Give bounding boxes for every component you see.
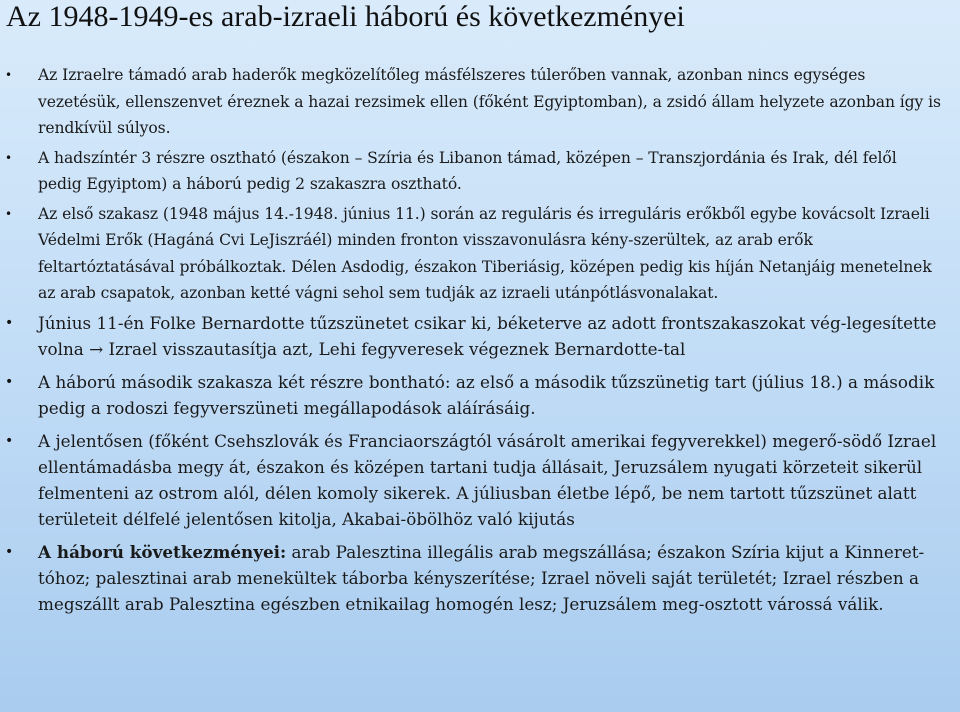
bullet-item-consequences [5,539,943,617]
bullet-icon: • [5,543,14,560]
bullet-text: Az Izraelre támadó arab haderők megközelítőleg másfélszeres túlerőben vannak, azonban nincs egységes vezetésük, ellenszenvet éreznek a hazai rezsimek ellen (főként Egyiptomban), a zsidó állam helyzete azonban így is rendkívül súlyos. [38,66,941,137]
bullet-list [5,62,943,624]
bullet-bold-label: A háború következményei: [38,541,287,562]
bullet-text: A hadszíntér 3 részre osztható (északon – Szíria és Libanon támad, középen – Transzjordánia és Irak, dél felől pedig Egyiptom) a háború pedig 2 szakaszra osztható. [38,148,897,193]
bullet-text: Az első szakasz (1948 május 14.-1948. június 11.) során az reguláris és irreguláris erőkből egybe kovácsolt Izraeli Védelmi Erők (Hagáná Cvi LeJiszráél) minden fronton visszavonulásra kény-szerültek, az arab erők feltartóztatásával próbálkoztak. Délen Asdodig, északon Tiberiásig, középen pedig kis híján Netanjáig menetelnek az arab csapatok, azonban ketté vágni sehol sem tudják az izraeli utánpótlásvonalakat. [38,204,932,302]
bullet-text: Június 11-én Folke Bernardotte tűzszünetet csikar ki, béketerve az adott frontszakaszokat vég-legesítette volna → Izrael visszautasítja azt, Lehi fegyveresek végeznek Bernardotte-tal [38,312,937,359]
bullet-item-arab-forces [5,62,943,142]
bullet-icon: • [5,68,12,82]
bullet-item-theater [5,145,943,198]
bullet-icon: • [5,206,12,221]
bullet-item-second-phase [5,369,943,421]
bullet-text: A háború második szakasza két részre bontható: az első a második tűzszünetig tart (július 18.) a második pedig a rodoszi fegyverszüneti megállapodások aláírásáig. [38,371,935,418]
bullet-item-bernadotte [5,310,943,362]
bullet-icon: • [5,373,14,390]
bullet-text: A jelentősen (főként Csehszlovák és Franciaországtól vásárolt amerikai fegyverekkel) megerő-södő Izrael ellentámadásba megy át, északon és középen tartani tudja állásait, Jeruzsálem nyugati körzeteit sikerül felmenteni az ostrom alól, délen komoly sikerek. A júliusban életbe lépő, be nem tartott tűzszünet alatt területeit délfelé jelentősen kitolja, Akabai-öbölhöz való kijutás [38,430,937,529]
bullet-icon: • [5,432,14,449]
bullet-icon: • [5,150,12,165]
bullet-icon: • [5,314,14,331]
bullet-text: arab Palesztina illegális arab megszállása; északon Szíria kijut a Kinneret-tóhoz; palesztinai arab menekültek táborba kényszerítése; Izrael növeli saját területét; Izrael részben a megszállt arab Palesztina egészben etnikailag homogén lesz; Jeruzsálem meg-osztott várossá válik. [38,541,925,614]
bullet-item-counteroffensive [5,428,943,532]
slide-title: Az 1948-1949-es arab-izraeli háború és következményei [6,0,685,33]
bullet-item-first-phase [5,201,943,307]
